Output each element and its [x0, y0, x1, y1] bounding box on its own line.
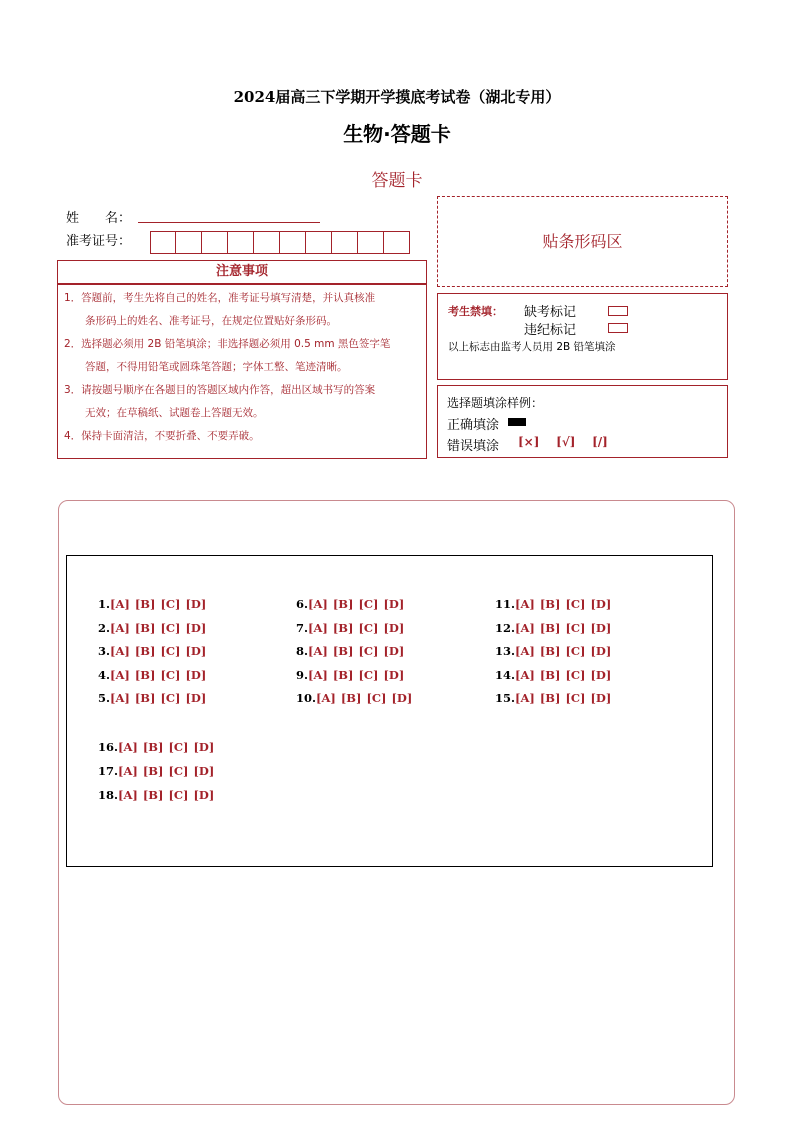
option-a[interactable]: [A] — [110, 667, 130, 682]
option-a[interactable]: [A] — [308, 620, 328, 635]
question-row[interactable] — [98, 668, 211, 692]
option-a[interactable]: [A] — [118, 764, 138, 778]
question-column-4 — [98, 740, 219, 812]
question-number: 7. — [296, 620, 309, 635]
question-row[interactable] — [98, 691, 211, 715]
question-row[interactable] — [98, 764, 219, 788]
option-c[interactable]: [C] — [565, 597, 586, 611]
question-number: 18. — [98, 788, 119, 802]
notice-item: 1．答题前，考生先将自己的姓名，准考证号填写清楚，并认真核准 — [64, 292, 376, 304]
option-b[interactable]: [B] — [539, 691, 561, 705]
question-number: 2. — [98, 620, 111, 635]
id-digit-box[interactable] — [150, 231, 176, 254]
question-row[interactable] — [495, 668, 616, 692]
violation-mark-box[interactable] — [608, 323, 628, 333]
name-field[interactable] — [138, 222, 320, 223]
option-d[interactable]: [D] — [185, 644, 207, 658]
question-row[interactable] — [296, 597, 417, 621]
proctor-label: 考生禁填： — [448, 305, 503, 318]
id-digit-box[interactable] — [280, 231, 306, 254]
option-a[interactable]: [A] — [515, 620, 535, 635]
id-label: 准考证号： — [66, 234, 132, 249]
option-a[interactable]: [A] — [515, 667, 535, 682]
option-a[interactable]: [A] — [110, 597, 130, 611]
question-number: 15. — [495, 691, 516, 705]
question-number: 9. — [296, 667, 309, 682]
option-c[interactable]: [C] — [160, 620, 181, 635]
option-d[interactable]: [D] — [590, 620, 612, 635]
option-b[interactable]: [B] — [539, 597, 561, 611]
violation-label: 违纪标记 — [524, 323, 577, 338]
fill-example-title: 选择题填涂样例： — [447, 396, 544, 410]
wrong-fill-samples — [518, 435, 608, 449]
option-d[interactable]: [D] — [185, 691, 207, 705]
proctor-panel — [437, 293, 728, 380]
option-b[interactable]: [B] — [134, 620, 156, 635]
option-b[interactable]: [B] — [332, 667, 354, 682]
option-c[interactable]: [C] — [160, 667, 181, 682]
wrong-mark-x: [×] — [518, 435, 540, 449]
question-number: 8. — [296, 644, 309, 658]
option-c[interactable]: [C] — [358, 620, 379, 635]
question-row[interactable] — [296, 621, 417, 645]
id-digit-box[interactable] — [202, 231, 228, 254]
question-row[interactable] — [98, 740, 219, 764]
barcode-area — [437, 196, 728, 287]
question-column-3 — [495, 597, 616, 715]
option-d[interactable]: [D] — [383, 597, 405, 611]
wrong-mark-slash: [/] — [592, 435, 608, 449]
option-a[interactable]: [A] — [118, 740, 138, 754]
notice-item: 条形码上的姓名、准考证号，在规定位置贴好条形码。 — [64, 315, 337, 327]
option-c[interactable]: [C] — [168, 764, 189, 778]
option-b[interactable]: [B] — [332, 644, 354, 658]
absent-label: 缺考标记 — [524, 305, 577, 320]
wrong-fill-label: 错误填涂 — [447, 439, 500, 454]
option-a[interactable]: [A] — [118, 788, 138, 802]
question-number: 1. — [98, 597, 111, 611]
question-number: 14. — [495, 667, 516, 682]
option-c[interactable]: [C] — [565, 644, 586, 658]
option-a[interactable]: [A] — [316, 691, 336, 705]
option-b[interactable]: [B] — [142, 740, 164, 754]
question-row[interactable] — [296, 668, 417, 692]
option-b[interactable]: [B] — [332, 597, 354, 611]
option-a[interactable]: [A] — [110, 620, 130, 635]
question-number: 4. — [98, 667, 111, 682]
option-c[interactable]: [C] — [565, 620, 586, 635]
option-b[interactable]: [B] — [539, 620, 561, 635]
option-a[interactable]: [A] — [515, 644, 535, 658]
question-row[interactable] — [495, 597, 616, 621]
question-number: 11. — [495, 597, 516, 611]
option-b[interactable]: [B] — [539, 667, 561, 682]
question-number: 10. — [296, 691, 317, 705]
option-b[interactable]: [B] — [142, 764, 164, 778]
id-digit-box[interactable] — [384, 231, 410, 254]
option-c[interactable]: [C] — [565, 691, 586, 705]
option-d[interactable]: [D] — [383, 667, 405, 682]
question-row[interactable] — [98, 621, 211, 645]
id-digit-box[interactable] — [254, 231, 280, 254]
question-row[interactable] — [296, 691, 417, 715]
option-b[interactable]: [B] — [134, 691, 156, 705]
question-row[interactable] — [495, 644, 616, 668]
question-row[interactable] — [296, 644, 417, 668]
option-c[interactable]: [C] — [358, 667, 379, 682]
question-row[interactable] — [98, 788, 219, 812]
id-digit-box[interactable] — [306, 231, 332, 254]
option-c[interactable]: [C] — [358, 644, 379, 658]
question-number: 16. — [98, 740, 119, 754]
option-a[interactable]: [A] — [110, 644, 130, 658]
option-d[interactable]: [D] — [590, 667, 612, 682]
option-a[interactable]: [A] — [515, 691, 535, 705]
option-c[interactable]: [C] — [160, 644, 181, 658]
option-b[interactable]: [B] — [134, 644, 156, 658]
option-a[interactable]: [A] — [308, 597, 328, 611]
question-row[interactable] — [98, 597, 211, 621]
option-d[interactable]: [D] — [185, 620, 207, 635]
id-digit-box[interactable] — [358, 231, 384, 254]
proctor-note: 以上标志由监考人员用 2B 铅笔填涂 — [448, 341, 616, 353]
option-b[interactable]: [B] — [142, 788, 164, 802]
notice-item: 答题，不得用铅笔或圆珠笔答题；字体工整、笔迹清晰。 — [64, 361, 348, 373]
option-a[interactable]: [A] — [308, 667, 328, 682]
option-b[interactable]: [B] — [134, 667, 156, 682]
exam-title: 2024届高三下学期开学摸底考试卷（湖北专用） — [233, 88, 561, 106]
option-d[interactable]: [D] — [383, 620, 405, 635]
notice-heading: 注意事项 — [215, 264, 268, 279]
question-row[interactable] — [495, 621, 616, 645]
option-b[interactable]: [B] — [134, 597, 156, 611]
wrong-mark-check: [√] — [556, 435, 576, 449]
option-d[interactable]: [D] — [185, 597, 207, 611]
option-a[interactable]: [A] — [110, 691, 130, 705]
correct-fill-sample — [508, 418, 526, 426]
option-d[interactable]: [D] — [590, 597, 612, 611]
option-d[interactable]: [D] — [391, 691, 413, 705]
option-a[interactable]: [A] — [515, 597, 535, 611]
notice-heading-box — [57, 260, 427, 284]
option-d[interactable]: [D] — [590, 691, 612, 705]
option-c[interactable]: [C] — [168, 740, 189, 754]
option-b[interactable]: [B] — [332, 620, 354, 635]
option-c[interactable]: [C] — [168, 788, 189, 802]
option-d[interactable]: [D] — [590, 644, 612, 658]
notice-item: 2．选择题必须用 2B 铅笔填涂；非选择题必须用 0.5 mm 黑色签字笔 — [64, 338, 391, 350]
card-title: 答题卡 — [371, 171, 423, 191]
notice-body — [57, 284, 427, 459]
id-digit-box[interactable] — [228, 231, 254, 254]
option-b[interactable]: [B] — [539, 644, 561, 658]
option-c[interactable]: [C] — [358, 597, 379, 611]
question-column-1 — [98, 597, 211, 715]
question-number: 5. — [98, 691, 111, 705]
question-number: 3. — [98, 644, 111, 658]
id-digit-box[interactable] — [176, 231, 202, 254]
subject-title: 生物·答题卡 — [343, 122, 451, 146]
absent-mark-box[interactable] — [608, 306, 628, 316]
correct-fill-label: 正确填涂 — [447, 418, 500, 433]
option-d[interactable]: [D] — [383, 644, 405, 658]
option-d[interactable]: [D] — [193, 740, 215, 754]
question-row[interactable] — [98, 644, 211, 668]
barcode-area-label: 贴条形码区 — [542, 232, 623, 251]
option-d[interactable]: [D] — [185, 667, 207, 682]
notice-item: 无效；在草稿纸、试题卷上答题无效。 — [64, 407, 264, 419]
option-c[interactable]: [C] — [160, 691, 181, 705]
name-label: 姓 名： — [66, 211, 132, 226]
option-a[interactable]: [A] — [308, 644, 328, 658]
id-number-boxes[interactable] — [150, 231, 410, 254]
question-row[interactable] — [495, 691, 616, 715]
question-number: 13. — [495, 644, 516, 658]
notice-item: 4．保持卡面清洁，不要折叠、不要弄破。 — [64, 430, 260, 442]
option-c[interactable]: [C] — [366, 691, 387, 705]
fill-example-panel — [437, 385, 728, 458]
question-column-2 — [296, 597, 417, 715]
question-number: 6. — [296, 597, 309, 611]
option-c[interactable]: [C] — [160, 597, 181, 611]
question-number: 12. — [495, 620, 516, 635]
notice-item: 3．请按题号顺序在各题目的答题区域内作答，超出区域书写的答案 — [64, 384, 376, 396]
option-d[interactable]: [D] — [193, 788, 215, 802]
option-d[interactable]: [D] — [193, 764, 215, 778]
option-b[interactable]: [B] — [340, 691, 362, 705]
id-digit-box[interactable] — [332, 231, 358, 254]
option-c[interactable]: [C] — [565, 667, 586, 682]
question-number: 17. — [98, 764, 119, 778]
